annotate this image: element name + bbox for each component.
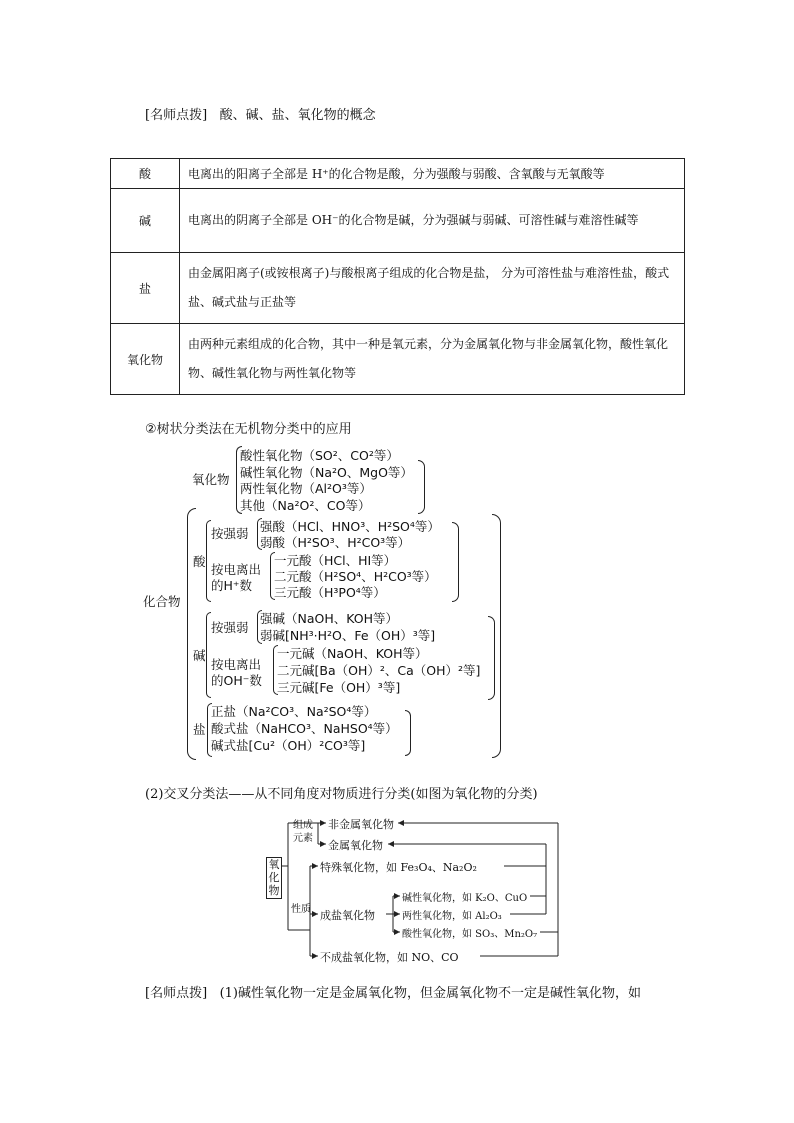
term-cell: 氧化物	[111, 324, 180, 395]
node-salt-forming-oxide: 成盐氧化物	[320, 909, 375, 922]
oxide-label: 氧化物	[192, 472, 230, 487]
cross-heading: (2)交叉分类法——从不同角度对物质进行分类(如图为氧化物的分类)	[145, 787, 538, 802]
acid-item: 弱酸（H²SO³、H²CO³等）	[260, 535, 411, 550]
acid-group-label: 按强弱	[211, 526, 249, 541]
salt-item: 正盐（Na²CO³、Na²SO⁴等）	[211, 704, 377, 719]
term-cell: 酸	[111, 159, 180, 189]
oxide-item: 两性氧化物（Al²O³等）	[240, 481, 372, 496]
desc-cell: 由两种元素组成的化合物，其中一种是氧元素，分为金属氧化物与非金属氧化物，酸性氧化物、碱性氧化物与两性氧化物等	[180, 324, 685, 395]
tip2-paragraph	[145, 982, 641, 1001]
acid-item: 一元酸（HCl、HI等）	[274, 553, 397, 568]
acid-group-label: 的H⁺数	[211, 578, 252, 593]
term-cell: 碱	[111, 189, 180, 253]
node-basic-oxide: 碱性氧化物，如 K₂O、CuO	[402, 893, 528, 904]
salt-item: 酸式盐（NaHCO³、NaHSO⁴等）	[211, 721, 398, 736]
cross-root-box: 氧化物	[266, 857, 282, 899]
node-non-salt-oxide: 不成盐氧化物，如 NO、CO	[320, 951, 459, 964]
acid-item: 三元酸（H³PO⁴等）	[274, 585, 386, 600]
base-label: 碱	[193, 648, 206, 663]
base-group-label: 的OH⁻数	[211, 673, 262, 688]
oxide-item: 碱性氧化物（Na²O、MgO等）	[240, 465, 413, 480]
base-item: 二元碱[Ba（OH）²、Ca（OH）²等]	[277, 663, 481, 678]
tip-label: [名师点拨]	[145, 108, 208, 123]
acid-item: 二元酸（H²SO⁴、H²CO³等）	[274, 569, 437, 584]
desc-cell: 电离出的阴离子全部是 OH⁻的化合物是碱，分为强碱与弱碱、可溶性碱与难溶性碱等	[180, 189, 685, 253]
node-special-oxide: 特殊氧化物，如 Fe₃O₄、Na₂O₂	[320, 861, 477, 874]
node-nonmetal-oxide: 非金属氧化物	[328, 818, 394, 831]
oxide-item: 其他（Na²O²、CO等）	[240, 498, 371, 513]
oxide-item: 酸性氧化物（SO²、CO²等）	[240, 448, 399, 463]
salt-item: 碱式盐[Cu²（OH）²CO³等]	[211, 738, 366, 753]
term-cell: 盐	[111, 253, 180, 324]
base-group-label: 按强弱	[211, 620, 249, 635]
base-item: 强碱（NaOH、KOH等）	[260, 611, 399, 626]
base-group-label: 按电离出	[211, 657, 262, 672]
acid-label: 酸	[193, 554, 206, 569]
base-item: 一元碱（NaOH、KOH等）	[277, 646, 428, 661]
salt-label: 盐	[193, 722, 206, 737]
tip2-text: (1)碱性氧化物一定是金属氧化物，但金属氧化物不一定是碱性氧化物，如	[219, 986, 641, 1001]
tree-root: 化合物	[143, 594, 181, 609]
base-item: 弱碱[NH³·H²O、Fe（OH）³等]	[260, 628, 436, 643]
by-property-label: 性质	[291, 904, 311, 915]
desc-cell: 电离出的阳离子全部是 H⁺的化合物是酸，分为强酸与弱酸、含氧酸与无氧酸等	[180, 159, 685, 189]
tip-title: 酸、碱、盐、氧化物的概念	[219, 108, 376, 123]
tree-heading: ②树状分类法在无机物分类中的应用	[145, 422, 352, 437]
node-acidic-oxide: 酸性氧化物，如 SO₃、Mn₂O₇	[402, 929, 538, 940]
node-amphoteric-oxide: 两性氧化物，如 Al₂O₃	[402, 911, 502, 922]
desc-cell: 由金属阳离子(或铵根离子)与酸根离子组成的化合物是盐， 分为可溶性盐与难溶性盐，酸式盐、碱式盐与正盐等	[180, 253, 685, 324]
base-item: 三元碱[Fe（OH）³等]	[277, 680, 401, 695]
tip2-label: [名师点拨]	[145, 986, 208, 1001]
acid-group-label: 按电离出	[211, 562, 262, 577]
node-metal-oxide: 金属氧化物	[328, 839, 383, 852]
by-element-label: 组成元素	[293, 820, 313, 844]
acid-item: 强酸（HCl、HNO³、H²SO⁴等）	[260, 519, 440, 534]
